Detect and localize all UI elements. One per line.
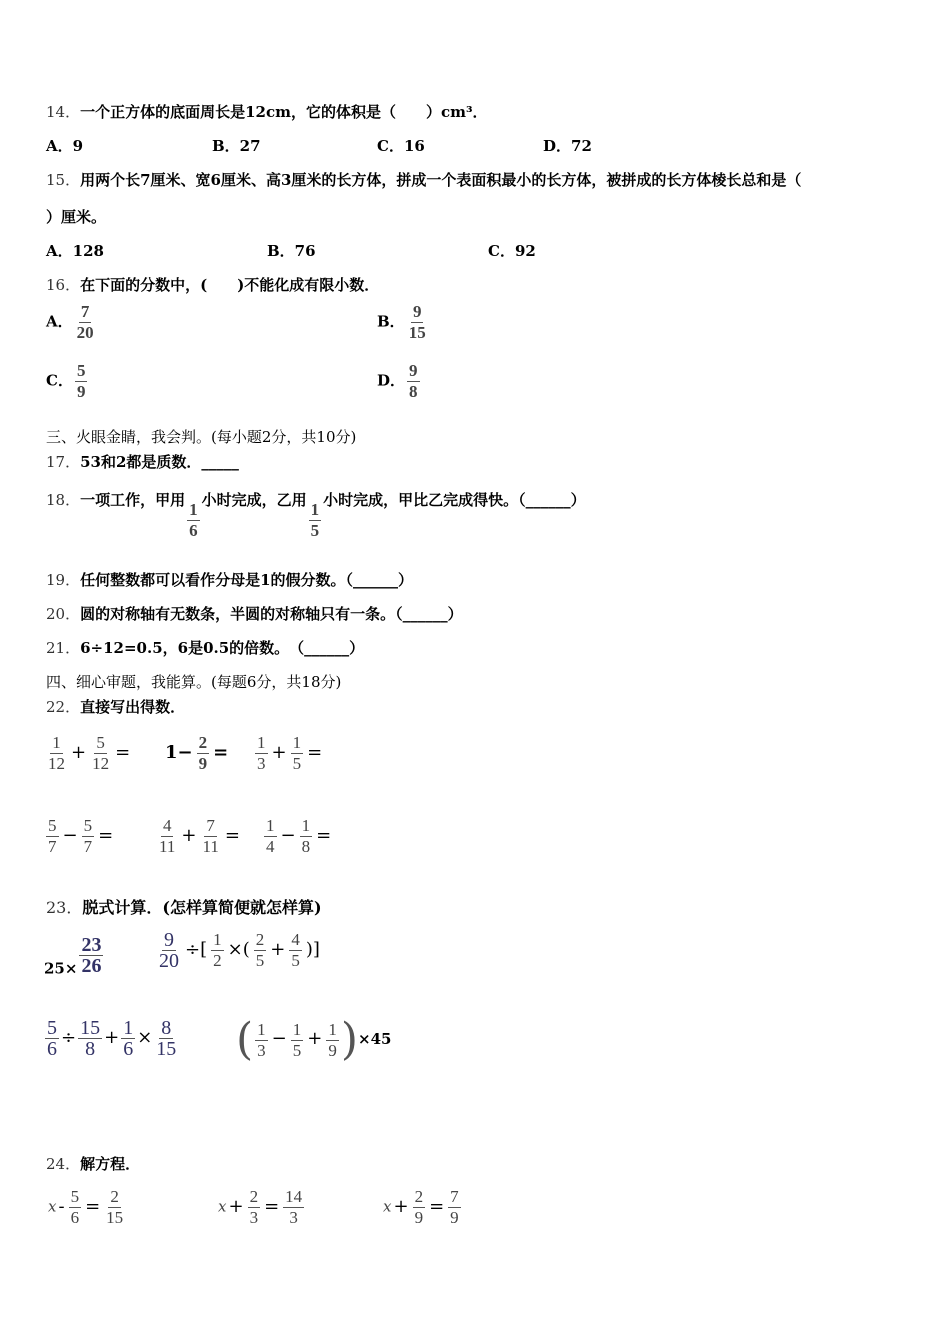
q15-option-b: B．76	[267, 242, 316, 260]
q22-expr-4: $\frac{5}{7}$ − $\frac{5}{7}$ =	[48, 816, 114, 856]
fraction: $\frac{1}{3}$	[257, 733, 266, 773]
fraction: $\frac{8}{15}$	[156, 1017, 177, 1060]
question-18: 18．一项工作，甲用 $\frac{1}{6}$ 小时完成，乙用 $\frac{1}{5}$ 小时完成，甲比乙完成得快。（______）	[46, 491, 586, 540]
question-19: 19．任何整数都可以看作分母是1的假分数。（______）	[46, 571, 414, 589]
q14-option-d: D．72	[543, 137, 592, 155]
q16-option-d: D． $\frac{9}{8}$	[377, 361, 418, 401]
q15-option-c: C．92	[488, 242, 536, 260]
q24-equation-1: x - $\frac{5}{6}$ = $\frac{2}{15}$	[48, 1187, 124, 1227]
section-3-heading: 三、火眼金睛，我会判。(每小题2分，共10分)	[46, 428, 357, 446]
question-21: 21．6÷12=0.5，6是0.5的倍数。 （______）	[46, 639, 365, 657]
question-20: 20．圆的对称轴有无数条，半圆的对称轴只有一条。（______）	[46, 605, 463, 623]
q15-option-a: A．128	[46, 242, 104, 260]
q16-option-b: B． $\frac{9}{15}$	[377, 302, 426, 342]
question-24: 24．解方程．	[46, 1155, 141, 1173]
q22-expr-5: $\frac{4}{11}$ + $\frac{7}{11}$ =	[159, 816, 240, 856]
fraction: $\frac{5}{6}$	[47, 1017, 57, 1060]
fraction: $\frac{9}{20}$	[159, 929, 179, 972]
fraction: $\frac{5}{7}$	[48, 816, 57, 856]
fraction: $\frac{1}{6}$	[189, 500, 198, 540]
question-16: 16．在下面的分数中，( )不能化成有限小数．	[46, 276, 380, 294]
q22-expr-6: $\frac{1}{4}$ − $\frac{1}{8}$ =	[266, 816, 332, 856]
fraction: $\frac{5}{6}$	[70, 1187, 80, 1227]
fraction: $\frac{2}{9}$	[414, 1187, 424, 1227]
fraction: $\frac{1}{5}$	[292, 733, 302, 773]
fraction: $\frac{4}{5}$	[291, 930, 300, 970]
q23-expr-1: 25× $\frac{23}{26}$	[44, 934, 102, 978]
q22-expr-2: 1− $\frac{2}{9}$ =	[165, 733, 229, 773]
fraction: $\frac{1}{12}$	[48, 733, 65, 773]
fraction: $\frac{14}{3}$	[285, 1187, 303, 1227]
question-22: 22．直接写出得数．	[46, 698, 186, 716]
q14-option-c: C．16	[377, 137, 425, 155]
fraction: $\frac{1}{9}$	[328, 1019, 337, 1060]
section-4-heading: 四、细心审题，我能算。(每题6分，共18分)	[46, 673, 342, 691]
fraction: $\frac{1}{2}$	[213, 930, 222, 970]
question-15-cont: ）厘米。	[46, 208, 107, 226]
fraction: $\frac{5}{12}$	[92, 733, 110, 773]
q24-equation-2: x + $\frac{2}{3}$ = $\frac{14}{3}$	[218, 1187, 303, 1227]
q23-expr-4: ( $\frac{1}{3}$ − $\frac{1}{5}$ + $\frac{1}{9}$ )×45	[236, 1014, 392, 1065]
q16-option-a: A． $\frac{7}{20}$	[46, 302, 94, 342]
fraction: $\frac{4}{11}$	[159, 816, 176, 856]
q22-expr-3: $\frac{1}{3}$ + $\frac{1}{5}$ =	[257, 733, 323, 773]
fraction: $\frac{2}{15}$	[106, 1187, 124, 1227]
question-23: 23．脱式计算．(怎样算简便就怎样算)	[46, 898, 322, 917]
question-17: 17．53和2都是质数．_____	[46, 453, 239, 471]
fraction: $\frac{1}{4}$	[266, 816, 275, 856]
fraction: $\frac{23}{26}$	[81, 934, 102, 977]
fraction: $\frac{2}{3}$	[249, 1187, 259, 1227]
fraction: $\frac{1}{5}$	[310, 500, 320, 540]
fraction: $\frac{7}{9}$	[450, 1187, 459, 1227]
question-14: 14．一个正方体的底面周长是12cm，它的体积是（ ）cm³．	[46, 103, 488, 121]
fraction: $\frac{5}{9}$	[76, 361, 86, 401]
fraction: $\frac{2}{9}$	[198, 733, 208, 773]
fraction: $\frac{9}{8}$	[409, 361, 418, 401]
fraction: $\frac{1}{6}$	[123, 1017, 134, 1060]
fraction: $\frac{7}{11}$	[202, 816, 219, 856]
q23-expr-2: $\frac{9}{20}$ ÷[ $\frac{1}{2}$ ×( $\frac{2}{5}$ + $\frac{4}{5}$ )]	[159, 929, 320, 972]
fraction: $\frac{9}{15}$	[408, 302, 426, 342]
q22-expr-1: $\frac{1}{12}$ + $\frac{5}{12}$ =	[48, 733, 131, 773]
fraction: $\frac{1}{3}$	[257, 1019, 266, 1060]
q16-option-c: C． $\frac{5}{9}$	[46, 361, 86, 401]
fraction: $\frac{2}{5}$	[255, 930, 265, 970]
fraction: $\frac{1}{5}$	[292, 1019, 302, 1060]
q14-option-a: A．9	[46, 137, 84, 155]
fraction: $\frac{5}{7}$	[83, 816, 93, 856]
q14-option-b: B．27	[212, 137, 261, 155]
fraction: $\frac{15}{8}$	[80, 1017, 101, 1060]
question-15: 15．用两个长7厘米、宽6厘米、高3厘米的长方体，拼成一个表面积最小的长方体，被拼成的长方体棱长总和是（	[46, 171, 802, 189]
q24-equation-3: x + $\frac{2}{9}$ = $\frac{7}{9}$	[383, 1187, 459, 1227]
fraction: $\frac{7}{20}$	[76, 302, 94, 342]
q23-expr-3: $\frac{5}{6}$ ÷ $\frac{15}{8}$ + $\frac{1}{6}$ × $\frac{8}{15}$	[47, 1017, 177, 1060]
fraction: $\frac{1}{8}$	[301, 816, 311, 856]
